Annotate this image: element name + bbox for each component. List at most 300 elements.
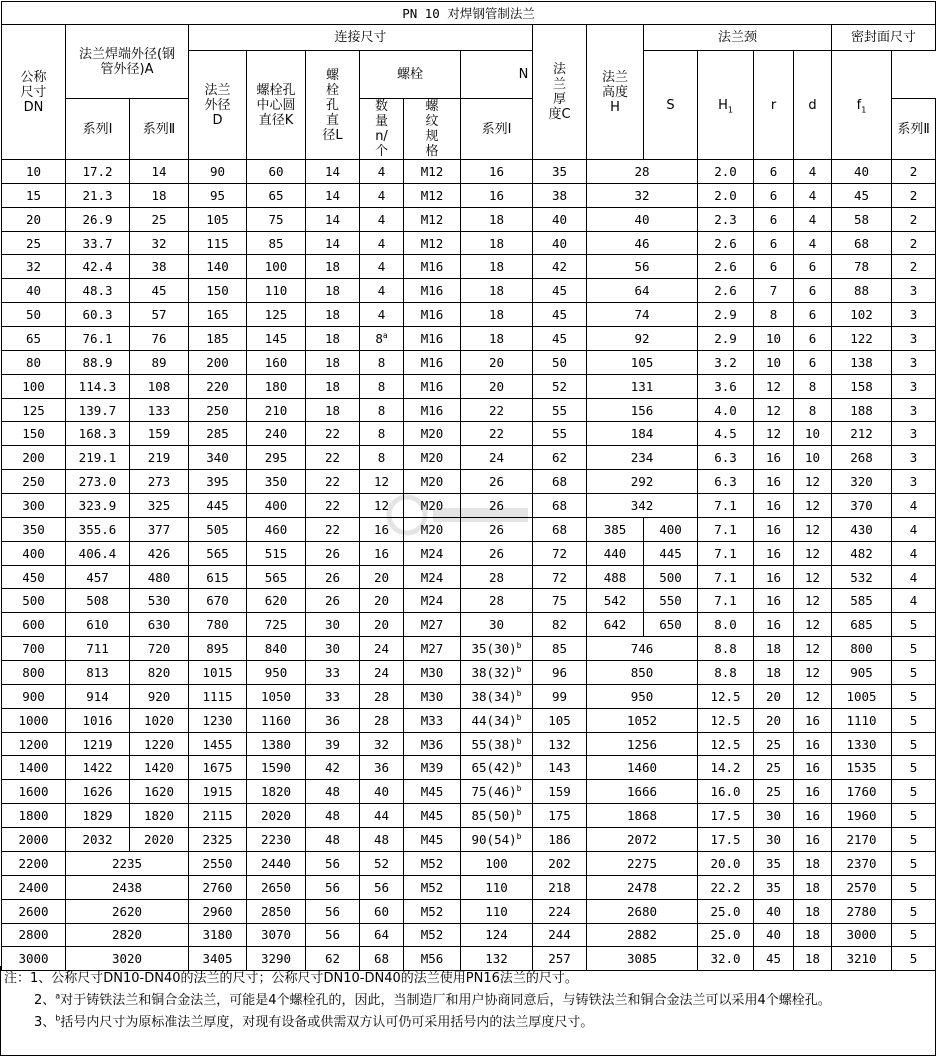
table-row — [2, 899, 936, 923]
cell-bolt-qty: 36 — [360, 756, 404, 780]
cell-height: 42 — [533, 255, 587, 279]
cell-height: 175 — [533, 804, 587, 828]
cell-bolt-circle: 2020 — [247, 804, 306, 828]
cell-weld-od-series2: 720 — [130, 637, 189, 661]
cell-weld-od: 2820 — [66, 923, 189, 947]
note-3: 3、$^b$括号内尺寸为原标准法兰厚度，对现有设备或供需双方认可仍可采用括号内的法兰厚度尺寸。 — [34, 1013, 594, 1030]
cell-bolt-qty: 44 — [360, 804, 404, 828]
cell-bolt-circle: 725 — [247, 613, 306, 637]
cell-neck-n-series1: 642 — [587, 613, 644, 637]
cell-weld-od-series2: 2020 — [130, 828, 189, 852]
cell-bolt-circle: 125 — [247, 303, 306, 327]
cell-bolt-hole: 18 — [306, 279, 360, 303]
cell-dn: 1400 — [2, 756, 66, 780]
cell-bolt-thread: M33 — [404, 708, 461, 732]
cell-f1: 3 — [892, 303, 936, 327]
cell-flange-od: 1675 — [189, 756, 247, 780]
cell-bolt-circle: 85 — [247, 231, 306, 255]
cell-s: 12.5 — [698, 708, 754, 732]
cell-neck-n-series1: 385 — [587, 517, 644, 541]
table-row — [2, 446, 936, 470]
cell-flange-od: 505 — [189, 517, 247, 541]
cell-thickness: $75(46)^b$ — [461, 780, 533, 804]
cell-dn: 80 — [2, 350, 66, 374]
cell-h1: 7 — [754, 279, 794, 303]
cell-neck-n: 64 — [587, 279, 698, 303]
cell-neck-n: 1868 — [587, 804, 698, 828]
cell-thickness: 28 — [461, 589, 533, 613]
cell-r: 12 — [794, 637, 832, 661]
cell-s: 2.6 — [698, 231, 754, 255]
cell-weld-od-series2: 377 — [130, 517, 189, 541]
table-row — [2, 160, 936, 184]
cell-bolt-hole: 18 — [306, 255, 360, 279]
cell-bolt-circle: 2440 — [247, 851, 306, 875]
note-2: 2、$^a$对于铸铁法兰和铜合金法兰，可能是4个螺栓孔的，因此，当制造厂和用户协商同意后，与铸铁法兰和铜合金法兰可以采用4个螺栓孔。 — [34, 991, 831, 1008]
table-row — [2, 398, 936, 422]
cell-s: 2.9 — [698, 303, 754, 327]
cell-weld-od-series2: 1020 — [130, 708, 189, 732]
cell-height: 45 — [533, 279, 587, 303]
cell-weld-od-series1: 323.9 — [66, 494, 130, 518]
cell-bolt-thread: M24 — [404, 565, 461, 589]
cell-f1: 5 — [892, 756, 936, 780]
cell-bolt-qty: 4 — [360, 255, 404, 279]
cell-s: 8.8 — [698, 661, 754, 685]
cell-flange-od: 220 — [189, 374, 247, 398]
cell-d: 482 — [832, 541, 892, 565]
cell-flange-od: 200 — [189, 350, 247, 374]
cell-h1: 40 — [754, 923, 794, 947]
cell-dn: 150 — [2, 422, 66, 446]
cell-bolt-hole: 30 — [306, 613, 360, 637]
header-bolt: 螺栓 — [360, 51, 461, 99]
table-row — [2, 183, 936, 207]
header-dn: 公称尺寸DN — [2, 25, 66, 160]
cell-weld-od-series1: 1626 — [66, 780, 130, 804]
cell-s: 3.6 — [698, 374, 754, 398]
cell-weld-od-series2: 219 — [130, 446, 189, 470]
cell-bolt-hole: 18 — [306, 374, 360, 398]
cell-s: 6.3 — [698, 470, 754, 494]
cell-thickness: 18 — [461, 279, 533, 303]
cell-f1: 4 — [892, 541, 936, 565]
header-s: S — [644, 51, 698, 160]
cell-weld-od: 3020 — [66, 947, 189, 971]
cell-flange-od: 615 — [189, 565, 247, 589]
cell-bolt-circle: 160 — [247, 350, 306, 374]
cell-neck-n-series2: 550 — [644, 589, 698, 613]
cell-bolt-qty: 24 — [360, 661, 404, 685]
cell-bolt-thread: M45 — [404, 804, 461, 828]
cell-thickness: 20 — [461, 374, 533, 398]
cell-bolt-thread: M36 — [404, 732, 461, 756]
cell-thickness: 20 — [461, 350, 533, 374]
header-weld-od: 法兰焊端外径(钢管外径)A — [66, 25, 189, 99]
cell-s: 20.0 — [698, 851, 754, 875]
cell-bolt-thread: M20 — [404, 422, 461, 446]
header-n-series1: 系列Ⅰ — [461, 99, 533, 160]
cell-h1: 16 — [754, 494, 794, 518]
cell-s: 8.0 — [698, 613, 754, 637]
cell-weld-od-series2: 630 — [130, 613, 189, 637]
cell-f1: 5 — [892, 851, 936, 875]
cell-s: 8.8 — [698, 637, 754, 661]
cell-thickness: $35(30)^b$ — [461, 637, 533, 661]
cell-height: 99 — [533, 684, 587, 708]
cell-flange-od: 2960 — [189, 899, 247, 923]
cell-thickness: 18 — [461, 207, 533, 231]
cell-s: 17.5 — [698, 804, 754, 828]
cell-r: 4 — [794, 207, 832, 231]
header-bolt-qty: 数量n/个 — [360, 99, 404, 160]
cell-dn: 65 — [2, 327, 66, 351]
cell-thickness: 16 — [461, 160, 533, 184]
cell-height: 96 — [533, 661, 587, 685]
cell-flange-od: 285 — [189, 422, 247, 446]
cell-r: 18 — [794, 899, 832, 923]
cell-bolt-hole: 56 — [306, 899, 360, 923]
cell-dn: 600 — [2, 613, 66, 637]
cell-dn: 2400 — [2, 875, 66, 899]
cell-neck-n: 184 — [587, 422, 698, 446]
cell-thickness: 22 — [461, 398, 533, 422]
cell-f1: 2 — [892, 207, 936, 231]
header-a-series2: 系列Ⅱ — [130, 99, 189, 160]
cell-height: 68 — [533, 517, 587, 541]
cell-dn: 1200 — [2, 732, 66, 756]
cell-f1: 5 — [892, 923, 936, 947]
table-row — [2, 661, 936, 685]
cell-bolt-hole: 26 — [306, 589, 360, 613]
cell-thickness: $65(42)^b$ — [461, 756, 533, 780]
cell-height: 244 — [533, 923, 587, 947]
cell-weld-od-series1: 711 — [66, 637, 130, 661]
cell-bolt-circle: 350 — [247, 470, 306, 494]
cell-bolt-hole: 18 — [306, 327, 360, 351]
cell-bolt-circle: 1590 — [247, 756, 306, 780]
cell-flange-od: 150 — [189, 279, 247, 303]
cell-s: 32.0 — [698, 947, 754, 971]
cell-bolt-qty: 4 — [360, 160, 404, 184]
cell-weld-od: 2620 — [66, 899, 189, 923]
cell-r: 6 — [794, 255, 832, 279]
cell-weld-od-series1: 48.3 — [66, 279, 130, 303]
cell-h1: 18 — [754, 637, 794, 661]
cell-s: 2.0 — [698, 183, 754, 207]
cell-r: 12 — [794, 541, 832, 565]
cell-flange-od: 165 — [189, 303, 247, 327]
cell-weld-od-series2: 18 — [130, 183, 189, 207]
cell-dn: 1800 — [2, 804, 66, 828]
cell-r: 16 — [794, 804, 832, 828]
header-bolt-thread: 螺纹规格 — [404, 99, 461, 160]
cell-bolt-thread: M52 — [404, 923, 461, 947]
cell-weld-od-series1: 88.9 — [66, 350, 130, 374]
cell-r: 4 — [794, 183, 832, 207]
cell-height: 85 — [533, 637, 587, 661]
cell-thickness: 110 — [461, 875, 533, 899]
table-row — [2, 422, 936, 446]
table-row — [2, 494, 936, 518]
cell-thickness: $55(38)^b$ — [461, 732, 533, 756]
cell-height: 132 — [533, 732, 587, 756]
cell-h1: 6 — [754, 255, 794, 279]
cell-weld-od-series1: 1219 — [66, 732, 130, 756]
table-row — [2, 470, 936, 494]
table-row — [2, 303, 936, 327]
cell-neck-n: 1052 — [587, 708, 698, 732]
cell-weld-od-series1: 1016 — [66, 708, 130, 732]
cell-weld-od-series2: 1420 — [130, 756, 189, 780]
cell-bolt-circle: 3290 — [247, 947, 306, 971]
cell-bolt-circle: 210 — [247, 398, 306, 422]
cell-f1: 4 — [892, 494, 936, 518]
cell-bolt-hole: 26 — [306, 541, 360, 565]
cell-bolt-thread: M20 — [404, 517, 461, 541]
cell-height: 68 — [533, 494, 587, 518]
cell-d: 800 — [832, 637, 892, 661]
cell-neck-n-series1: 440 — [587, 541, 644, 565]
cell-s: 2.6 — [698, 255, 754, 279]
cell-weld-od-series1: 457 — [66, 565, 130, 589]
cell-h1: 6 — [754, 183, 794, 207]
cell-neck-n: 74 — [587, 303, 698, 327]
cell-r: 10 — [794, 446, 832, 470]
cell-bolt-qty: 8 — [360, 422, 404, 446]
cell-flange-od: 1115 — [189, 684, 247, 708]
cell-bolt-circle: 1820 — [247, 780, 306, 804]
cell-bolt-qty: 60 — [360, 899, 404, 923]
cell-d: 88 — [832, 279, 892, 303]
cell-bolt-qty: 8 — [360, 350, 404, 374]
table-row — [2, 541, 936, 565]
cell-r: 4 — [794, 231, 832, 255]
cell-weld-od-series1: 610 — [66, 613, 130, 637]
cell-r: 6 — [794, 303, 832, 327]
cell-h1: 20 — [754, 708, 794, 732]
cell-bolt-thread: M45 — [404, 828, 461, 852]
cell-weld-od-series2: 89 — [130, 350, 189, 374]
cell-d: 532 — [832, 565, 892, 589]
cell-neck-n-series2: 400 — [644, 517, 698, 541]
cell-f1: 3 — [892, 398, 936, 422]
cell-bolt-hole: 22 — [306, 517, 360, 541]
cell-neck-n: 1666 — [587, 780, 698, 804]
cell-flange-od: 2115 — [189, 804, 247, 828]
table-row — [2, 804, 936, 828]
cell-weld-od-series2: 530 — [130, 589, 189, 613]
cell-f1: 2 — [892, 183, 936, 207]
cell-bolt-thread: M56 — [404, 947, 461, 971]
cell-weld-od-series2: 325 — [130, 494, 189, 518]
table-row — [2, 231, 936, 255]
cell-flange-od: 115 — [189, 231, 247, 255]
cell-d: 370 — [832, 494, 892, 518]
cell-weld-od-series2: 920 — [130, 684, 189, 708]
cell-bolt-thread: M12 — [404, 207, 461, 231]
cell-weld-od-series2: 14 — [130, 160, 189, 184]
cell-dn: 10 — [2, 160, 66, 184]
table-row — [2, 279, 936, 303]
cell-bolt-qty: 8 — [360, 446, 404, 470]
cell-bolt-circle: 400 — [247, 494, 306, 518]
table-body — [2, 160, 936, 971]
cell-r: 12 — [794, 470, 832, 494]
cell-thickness: 18 — [461, 255, 533, 279]
cell-weld-od-series2: 1620 — [130, 780, 189, 804]
cell-bolt-hole: 22 — [306, 446, 360, 470]
cell-s: 22.2 — [698, 875, 754, 899]
cell-bolt-circle: 2230 — [247, 828, 306, 852]
cell-f1: 5 — [892, 732, 936, 756]
cell-bolt-hole: 22 — [306, 470, 360, 494]
cell-bolt-thread: M52 — [404, 851, 461, 875]
cell-flange-od: 250 — [189, 398, 247, 422]
cell-s: 3.2 — [698, 350, 754, 374]
cell-h1: 6 — [754, 207, 794, 231]
cell-d: 2780 — [832, 899, 892, 923]
cell-height: 40 — [533, 207, 587, 231]
cell-neck-n: 92 — [587, 327, 698, 351]
cell-f1: 5 — [892, 637, 936, 661]
cell-bolt-qty: 4 — [360, 207, 404, 231]
cell-r: 16 — [794, 708, 832, 732]
cell-height: 202 — [533, 851, 587, 875]
cell-bolt-circle: 565 — [247, 565, 306, 589]
cell-r: 8 — [794, 398, 832, 422]
cell-bolt-circle: 295 — [247, 446, 306, 470]
cell-h1: 25 — [754, 756, 794, 780]
cell-weld-od-series1: 914 — [66, 684, 130, 708]
cell-f1: 5 — [892, 780, 936, 804]
cell-r: 6 — [794, 279, 832, 303]
cell-d: 58 — [832, 207, 892, 231]
cell-dn: 300 — [2, 494, 66, 518]
cell-dn: 2800 — [2, 923, 66, 947]
cell-weld-od-series1: 1422 — [66, 756, 130, 780]
note-1: 注：1、公称尺寸DN10-DN40的法兰的尺寸；公称尺寸DN10-DN40的法兰使用PN16法兰的尺寸。 — [4, 971, 578, 986]
cell-flange-od: 1015 — [189, 661, 247, 685]
cell-f1: 4 — [892, 589, 936, 613]
cell-h1: 25 — [754, 732, 794, 756]
cell-d: 158 — [832, 374, 892, 398]
cell-thickness: 30 — [461, 613, 533, 637]
cell-bolt-circle: 145 — [247, 327, 306, 351]
cell-height: 224 — [533, 899, 587, 923]
cell-f1: 2 — [892, 231, 936, 255]
cell-neck-n: 2275 — [587, 851, 698, 875]
table-row — [2, 565, 936, 589]
cell-bolt-qty: 8 — [360, 374, 404, 398]
cell-bolt-hole: 22 — [306, 494, 360, 518]
header-a-series1: 系列Ⅰ — [66, 99, 130, 160]
cell-f1: 4 — [892, 517, 936, 541]
cell-d: 905 — [832, 661, 892, 685]
cell-f1: 3 — [892, 422, 936, 446]
cell-weld-od-series2: 820 — [130, 661, 189, 685]
cell-weld-od-series1: 406.4 — [66, 541, 130, 565]
cell-neck-n: 46 — [587, 231, 698, 255]
cell-bolt-qty: 4 — [360, 231, 404, 255]
cell-s: 25.0 — [698, 923, 754, 947]
cell-bolt-circle: 110 — [247, 279, 306, 303]
cell-h1: 12 — [754, 374, 794, 398]
header-height: 法兰高度H — [587, 25, 644, 160]
cell-weld-od-series2: 38 — [130, 255, 189, 279]
cell-r: 8 — [794, 374, 832, 398]
cell-weld-od-series1: 813 — [66, 661, 130, 685]
cell-bolt-qty: 16 — [360, 541, 404, 565]
cell-dn: 40 — [2, 279, 66, 303]
cell-flange-od: 1455 — [189, 732, 247, 756]
cell-bolt-hole: 42 — [306, 756, 360, 780]
cell-bolt-qty: 12 — [360, 494, 404, 518]
cell-bolt-thread: M30 — [404, 661, 461, 685]
cell-bolt-qty: 8$^a$ — [360, 327, 404, 351]
cell-height: 38 — [533, 183, 587, 207]
cell-f1: 3 — [892, 350, 936, 374]
cell-f1: 5 — [892, 875, 936, 899]
cell-height: 143 — [533, 756, 587, 780]
cell-neck-n-series2: 650 — [644, 613, 698, 637]
cell-s: 2.9 — [698, 327, 754, 351]
cell-bolt-qty: 28 — [360, 708, 404, 732]
cell-r: 12 — [794, 565, 832, 589]
cell-h1: 30 — [754, 828, 794, 852]
cell-s: 16.0 — [698, 780, 754, 804]
cell-h1: 8 — [754, 303, 794, 327]
cell-s: 25.0 — [698, 899, 754, 923]
cell-dn: 200 — [2, 446, 66, 470]
cell-dn: 700 — [2, 637, 66, 661]
cell-bolt-thread: M16 — [404, 255, 461, 279]
cell-flange-od: 445 — [189, 494, 247, 518]
cell-bolt-hole: 22 — [306, 422, 360, 446]
cell-weld-od-series1: 355.6 — [66, 517, 130, 541]
cell-bolt-hole: 14 — [306, 231, 360, 255]
cell-bolt-hole: 14 — [306, 160, 360, 184]
cell-weld-od-series1: 60.3 — [66, 303, 130, 327]
cell-f1: 5 — [892, 708, 936, 732]
cell-h1: 35 — [754, 875, 794, 899]
cell-s: 7.1 — [698, 494, 754, 518]
cell-neck-n: 292 — [587, 470, 698, 494]
cell-bolt-circle: 950 — [247, 661, 306, 685]
cell-height: 75 — [533, 589, 587, 613]
cell-weld-od-series2: 426 — [130, 541, 189, 565]
cell-weld-od-series2: 480 — [130, 565, 189, 589]
cell-bolt-thread: M52 — [404, 899, 461, 923]
cell-d: 102 — [832, 303, 892, 327]
table-row — [2, 374, 936, 398]
table-row — [2, 255, 936, 279]
cell-r: 6 — [794, 350, 832, 374]
cell-r: 10 — [794, 422, 832, 446]
cell-neck-n: 2680 — [587, 899, 698, 923]
cell-bolt-hole: 39 — [306, 732, 360, 756]
cell-bolt-thread: M12 — [404, 183, 461, 207]
cell-f1: 4 — [892, 565, 936, 589]
cell-thickness: $38(32)^b$ — [461, 661, 533, 685]
cell-neck-n-series2: 445 — [644, 541, 698, 565]
cell-thickness: $44(34)^b$ — [461, 708, 533, 732]
cell-bolt-qty: 12 — [360, 470, 404, 494]
cell-r: 12 — [794, 613, 832, 637]
cell-h1: 12 — [754, 398, 794, 422]
cell-bolt-thread: M16 — [404, 303, 461, 327]
cell-flange-od: 140 — [189, 255, 247, 279]
